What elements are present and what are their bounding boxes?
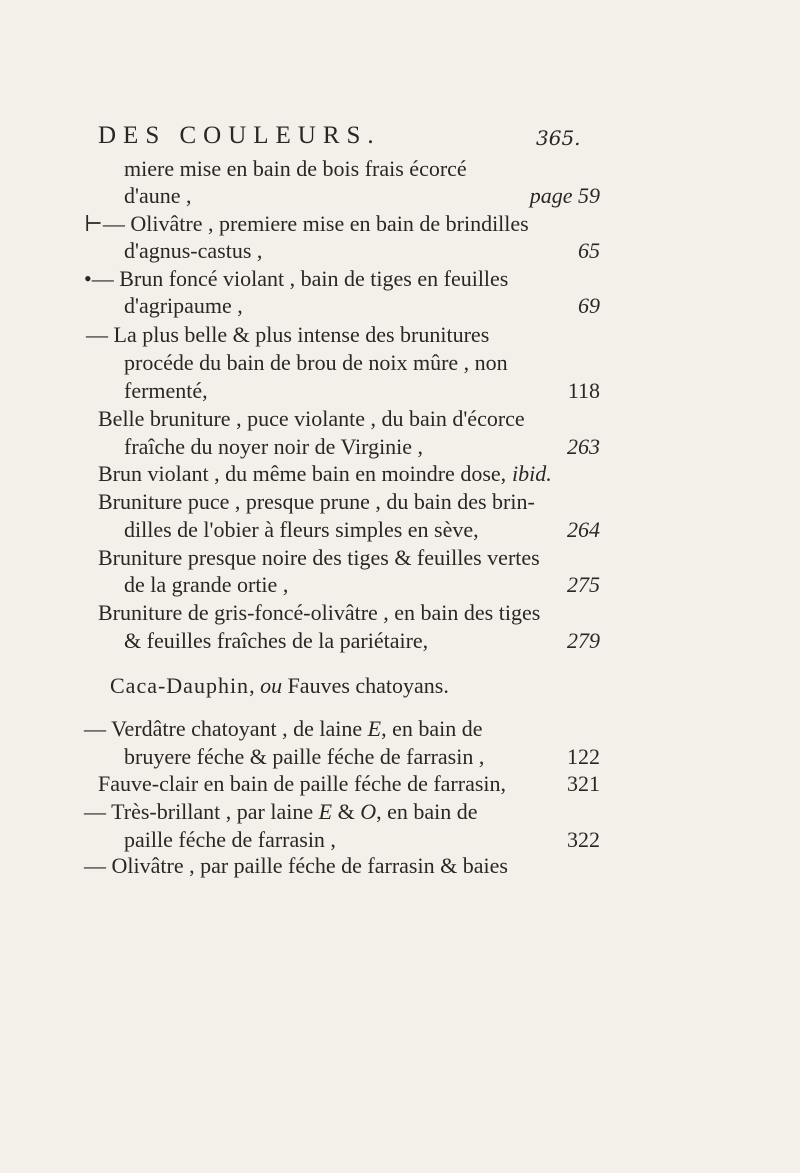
text-line: bruyere féche & paille féche de farrasin , — [124, 744, 485, 769]
text-line — [84, 798, 478, 826]
page-reference: 321 — [567, 771, 600, 796]
text-segment: — Verdâtre chatoyant , de laine — [84, 716, 363, 741]
text-segment: & — [337, 799, 355, 824]
text-line: fraîche du noyer noir de Virginie , — [124, 434, 424, 459]
text-line: d'agripaume , — [124, 293, 243, 318]
running-header — [98, 122, 658, 156]
text-segment: , en bain de — [376, 799, 478, 824]
section-heading — [110, 672, 449, 700]
text-line: d'agnus-castus , — [124, 238, 263, 263]
text-line: & feuilles fraîches de la pariétaire, — [124, 628, 429, 653]
text-segment: , en bain de — [381, 716, 483, 741]
page-reference: 275 — [567, 572, 600, 597]
page-number: 365. — [536, 126, 581, 150]
page-reference: 263 — [567, 434, 600, 459]
text-segment: E — [318, 799, 333, 824]
text-segment: O — [360, 799, 377, 824]
page-reference: ibid. — [512, 461, 552, 486]
section-separator: , — [249, 673, 261, 698]
text-line: •— Brun foncé violant , bain de tiges en feuilles — [84, 266, 509, 291]
text-line: paille féche de farrasin , — [124, 827, 336, 852]
text-segment: E — [367, 716, 382, 741]
text-line: Bruniture presque noire des tiges & feuilles vertes — [98, 545, 540, 570]
text-line: de la grande ortie , — [124, 572, 289, 597]
text-segment: — Très-brillant , par laine — [84, 799, 314, 824]
text-line: — La plus belle & plus intense des brunitures — [86, 322, 490, 347]
page-reference: 279 — [567, 628, 600, 653]
text-line: ⊢— Olivâtre , premiere mise en bain de brindilles — [84, 211, 529, 236]
text-line: procéde du bain de brou de noix mûre , non — [124, 350, 508, 375]
page-reference: 264 — [567, 517, 600, 542]
running-title: DES COULEURS. — [98, 122, 381, 149]
text-line — [84, 715, 483, 743]
text-line: d'aune , — [124, 183, 192, 208]
page-reference: 122 — [567, 744, 600, 769]
page-reference: 118 — [567, 378, 600, 403]
page-reference: page 59 — [529, 183, 600, 208]
text-line: Bruniture puce , presque prune , du bain des brin- — [98, 489, 535, 514]
text-line: Brun violant , du même bain en moindre dose, — [98, 461, 507, 486]
section-subtitle: Fauves chatoyans. — [282, 673, 449, 698]
text-line: Belle bruniture , puce violante , du bain d'écorce — [98, 406, 525, 431]
text-line: Fauve-clair en bain de paille féche de farrasin, — [98, 771, 507, 796]
page-reference: 65 — [578, 238, 600, 263]
text-line: Bruniture de gris-foncé-olivâtre , en bain des tiges — [98, 600, 541, 625]
page-reference: 69 — [578, 293, 600, 318]
text-line: fermenté, — [124, 378, 208, 403]
section-title: Caca-Dauphin — [110, 673, 250, 698]
page-reference: 322 — [567, 827, 600, 852]
section-conjunction: ou — [260, 673, 283, 698]
text-line: miere mise en bain de bois frais écorcé — [124, 156, 467, 181]
text-line: — Olivâtre , par paille féche de farrasin & baies — [84, 853, 508, 878]
text-line: dilles de l'obier à fleurs simples en sève, — [124, 517, 479, 542]
